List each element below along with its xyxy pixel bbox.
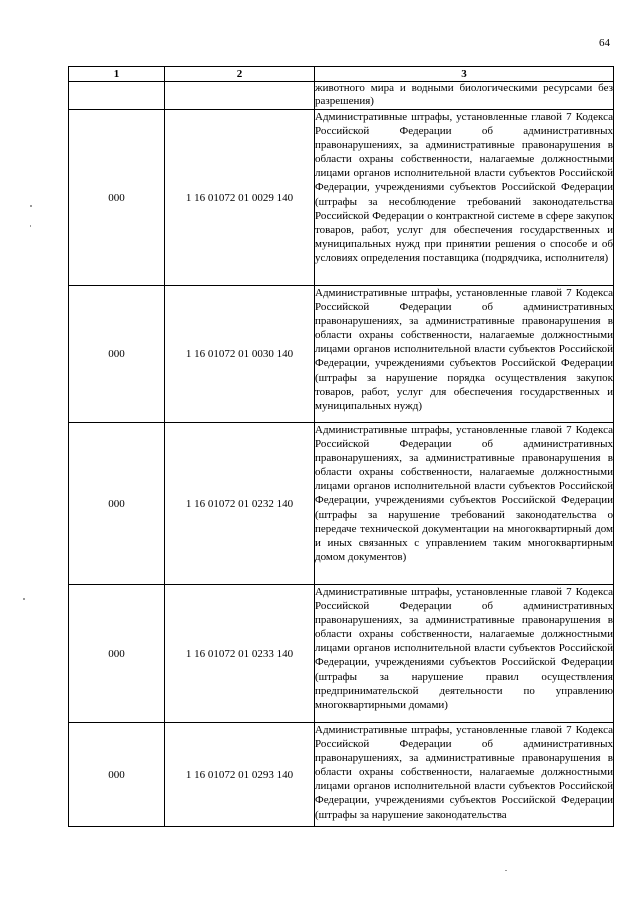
kbk-code-cell: 1 16 01072 01 0029 140 xyxy=(165,110,315,286)
kbk-code-cell: 1 16 01072 01 0232 140 xyxy=(165,423,315,585)
admin-code-cell: 000 xyxy=(69,585,165,723)
description-cell: Административные штрафы, установленные главой 7 Кодекса Российской Федерации об административных правонарушениях, за административные правонарушения в области охраны собственности, налагаемые должностными лицами органов исполнительной власти субъектов Российской Федерации, учреждениями субъектов Российской Федерации (штрафы за нарушение порядка осуществления закупок товаров, работ, услуг для обеспечения государственных и муниципальных нужд) xyxy=(315,286,614,423)
scan-speck xyxy=(23,598,25,600)
description-cell: Административные штрафы, установленные главой 7 Кодекса Российской Федерации об административных правонарушениях, за административные правонарушения в области охраны собственности, налагаемые должностными лицами органов исполнительной власти субъектов Российской Федерации, учреждениями субъектов Российской Федерации (штрафы за нарушение правил осуществления предпринимательской деятельности по управлению многоквартирными домами) xyxy=(315,585,614,723)
description-cell: Административные штрафы, установленные главой 7 Кодекса Российской Федерации об административных правонарушениях, за административные правонарушения в области охраны собственности, налагаемые должностными лицами органов исполнительной власти субъектов Российской Федерации, учреждениями субъектов Российской Федерации (штрафы за нарушение требований законодательства о передаче технической документации на многоквартирный дом и иных связанных с управлением таким многоквартирным домом документов) xyxy=(315,423,614,585)
scan-speck xyxy=(30,225,31,227)
kbk-table xyxy=(68,66,614,827)
column-header-2: 2 xyxy=(165,67,315,82)
description-cell: Административные штрафы, установленные главой 7 Кодекса Российской Федерации об административных правонарушениях, за административные правонарушения в области охраны собственности, налагаемые должностными лицами органов исполнительной власти субъектов Российской Федерации, учреждениями субъектов Российской Федерации (штрафы за несоблюдение требований законодательства Российской Федерации о контрактной системе в сфере закупок товаров, работ, услуг для обеспечения государственных и муниципальных нужд при принятии решения о способе и об условиях определения поставщика (подрядчика, исполнителя) xyxy=(315,110,614,286)
table-row xyxy=(69,723,614,827)
continuation-description: животного мира и водными биологическими ресурсами без разрешения) xyxy=(315,82,614,110)
kbk-code-cell: 1 16 01072 01 0233 140 xyxy=(165,585,315,723)
table-row xyxy=(69,286,614,423)
scan-speck xyxy=(505,870,507,871)
table-header-row xyxy=(69,67,614,82)
continuation-row xyxy=(69,82,614,110)
continuation-cell-2 xyxy=(165,82,315,110)
description-cell: Административные штрафы, установленные главой 7 Кодекса Российской Федерации об административных правонарушениях, за административные правонарушения в области охраны собственности, налагаемые должностными лицами органов исполнительной власти субъектов Российской Федерации, учреждениями субъектов Российской Федерации (штрафы за нарушение законодательства xyxy=(315,723,614,827)
table-row xyxy=(69,110,614,286)
kbk-code-cell: 1 16 01072 01 0293 140 xyxy=(165,723,315,827)
table-row xyxy=(69,423,614,585)
scan-speck xyxy=(30,205,32,207)
admin-code-cell: 000 xyxy=(69,423,165,585)
admin-code-cell: 000 xyxy=(69,286,165,423)
page-number: 64 xyxy=(599,37,610,49)
column-header-3: 3 xyxy=(315,67,614,82)
admin-code-cell: 000 xyxy=(69,723,165,827)
column-header-1: 1 xyxy=(69,67,165,82)
continuation-cell-1 xyxy=(69,82,165,110)
kbk-code-cell: 1 16 01072 01 0030 140 xyxy=(165,286,315,423)
table-row xyxy=(69,585,614,723)
admin-code-cell: 000 xyxy=(69,110,165,286)
